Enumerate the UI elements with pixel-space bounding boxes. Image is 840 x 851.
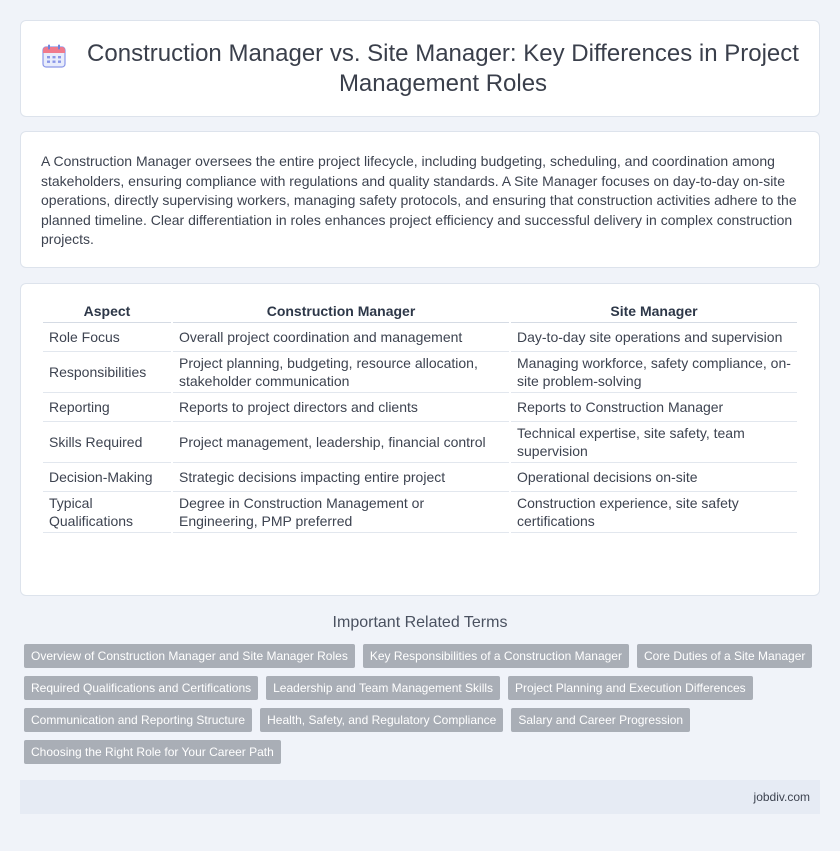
- comparison-card: [20, 283, 820, 596]
- intro-card: [20, 131, 820, 268]
- table-cell-site-manager: Reports to Construction Manager: [511, 393, 797, 422]
- table-cell-construction-manager: Project management, leadership, financial control: [173, 422, 509, 463]
- table-cell-site-manager: Managing workforce, safety compliance, on-site problem-solving: [511, 352, 797, 393]
- related-terms-title: Important Related Terms: [332, 614, 508, 631]
- table-cell-construction-manager: Overall project coordination and management: [173, 323, 509, 352]
- table-cell-construction-manager: Degree in Construction Management or Engineering, PMP preferred: [173, 492, 509, 533]
- calendar-icon: [41, 43, 67, 69]
- table-row: [43, 352, 797, 393]
- table-cell-aspect: Skills Required: [43, 422, 171, 463]
- header-aspect: Aspect: [43, 300, 171, 323]
- footer-site-link[interactable]: jobdiv.com: [753, 790, 810, 804]
- related-term-tag[interactable]: Overview of Construction Manager and Site Manager Roles: [24, 644, 355, 668]
- table-row: [43, 323, 797, 352]
- table-row: [43, 422, 797, 463]
- table-cell-construction-manager: Reports to project directors and clients: [173, 393, 509, 422]
- related-term-tag[interactable]: Salary and Career Progression: [511, 708, 690, 732]
- table-cell-site-manager: Technical expertise, site safety, team supervision: [511, 422, 797, 463]
- related-term-tag[interactable]: Health, Safety, and Regulatory Compliance: [260, 708, 503, 732]
- table-cell-aspect: Decision-Making: [43, 463, 171, 492]
- table-row: [43, 463, 797, 492]
- header-site-manager: Site Manager: [511, 300, 797, 323]
- related-term-tag[interactable]: Choosing the Right Role for Your Career Path: [24, 740, 281, 764]
- header-card: [20, 20, 820, 117]
- intro-paragraph: A Construction Manager oversees the entire project lifecycle, including budgeting, scheduling, and coordination among stakeholders, ensuring compliance with regulations and quality standards. A Site Manager focuses on day-to-day on-site operations, directly supervising workers, managing safety protocols, and ensuring that construction activities adhere to the planned timeline. Clear differentiation in roles enhances project efficiency and successful delivery in complex construction projects.: [41, 153, 797, 248]
- table-cell-site-manager: Day-to-day site operations and supervision: [511, 323, 797, 352]
- footer: [20, 780, 820, 814]
- related-term-tag[interactable]: Required Qualifications and Certifications: [24, 676, 258, 700]
- table-cell-aspect: Reporting: [43, 393, 171, 422]
- comparison-table: [41, 300, 799, 533]
- related-terms-tags: [20, 644, 820, 764]
- table-cell-aspect: Responsibilities: [43, 352, 171, 393]
- related-term-tag[interactable]: Core Duties of a Site Manager: [637, 644, 812, 668]
- related-term-tag[interactable]: Communication and Reporting Structure: [24, 708, 252, 732]
- related-term-tag[interactable]: Project Planning and Execution Differences: [508, 676, 753, 700]
- table-cell-construction-manager: Strategic decisions impacting entire project: [173, 463, 509, 492]
- table-cell-site-manager: Construction experience, site safety certifications: [511, 492, 797, 533]
- related-term-tag[interactable]: Leadership and Team Management Skills: [266, 676, 500, 700]
- table-cell-site-manager: Operational decisions on-site: [511, 463, 797, 492]
- table-cell-aspect: Typical Qualifications: [43, 492, 171, 533]
- related-terms-section: [20, 614, 820, 764]
- table-cell-construction-manager: Project planning, budgeting, resource allocation, stakeholder communication: [173, 352, 509, 393]
- related-term-tag[interactable]: Key Responsibilities of a Construction Manager: [363, 644, 629, 668]
- header-construction-manager: Construction Manager: [173, 300, 509, 323]
- table-cell-aspect: Role Focus: [43, 323, 171, 352]
- table-row: [43, 492, 797, 533]
- page-title: Construction Manager vs. Site Manager: Key Differences in Project Management Roles: [87, 39, 799, 97]
- table-row: [43, 393, 797, 422]
- table-header-row: [43, 300, 797, 323]
